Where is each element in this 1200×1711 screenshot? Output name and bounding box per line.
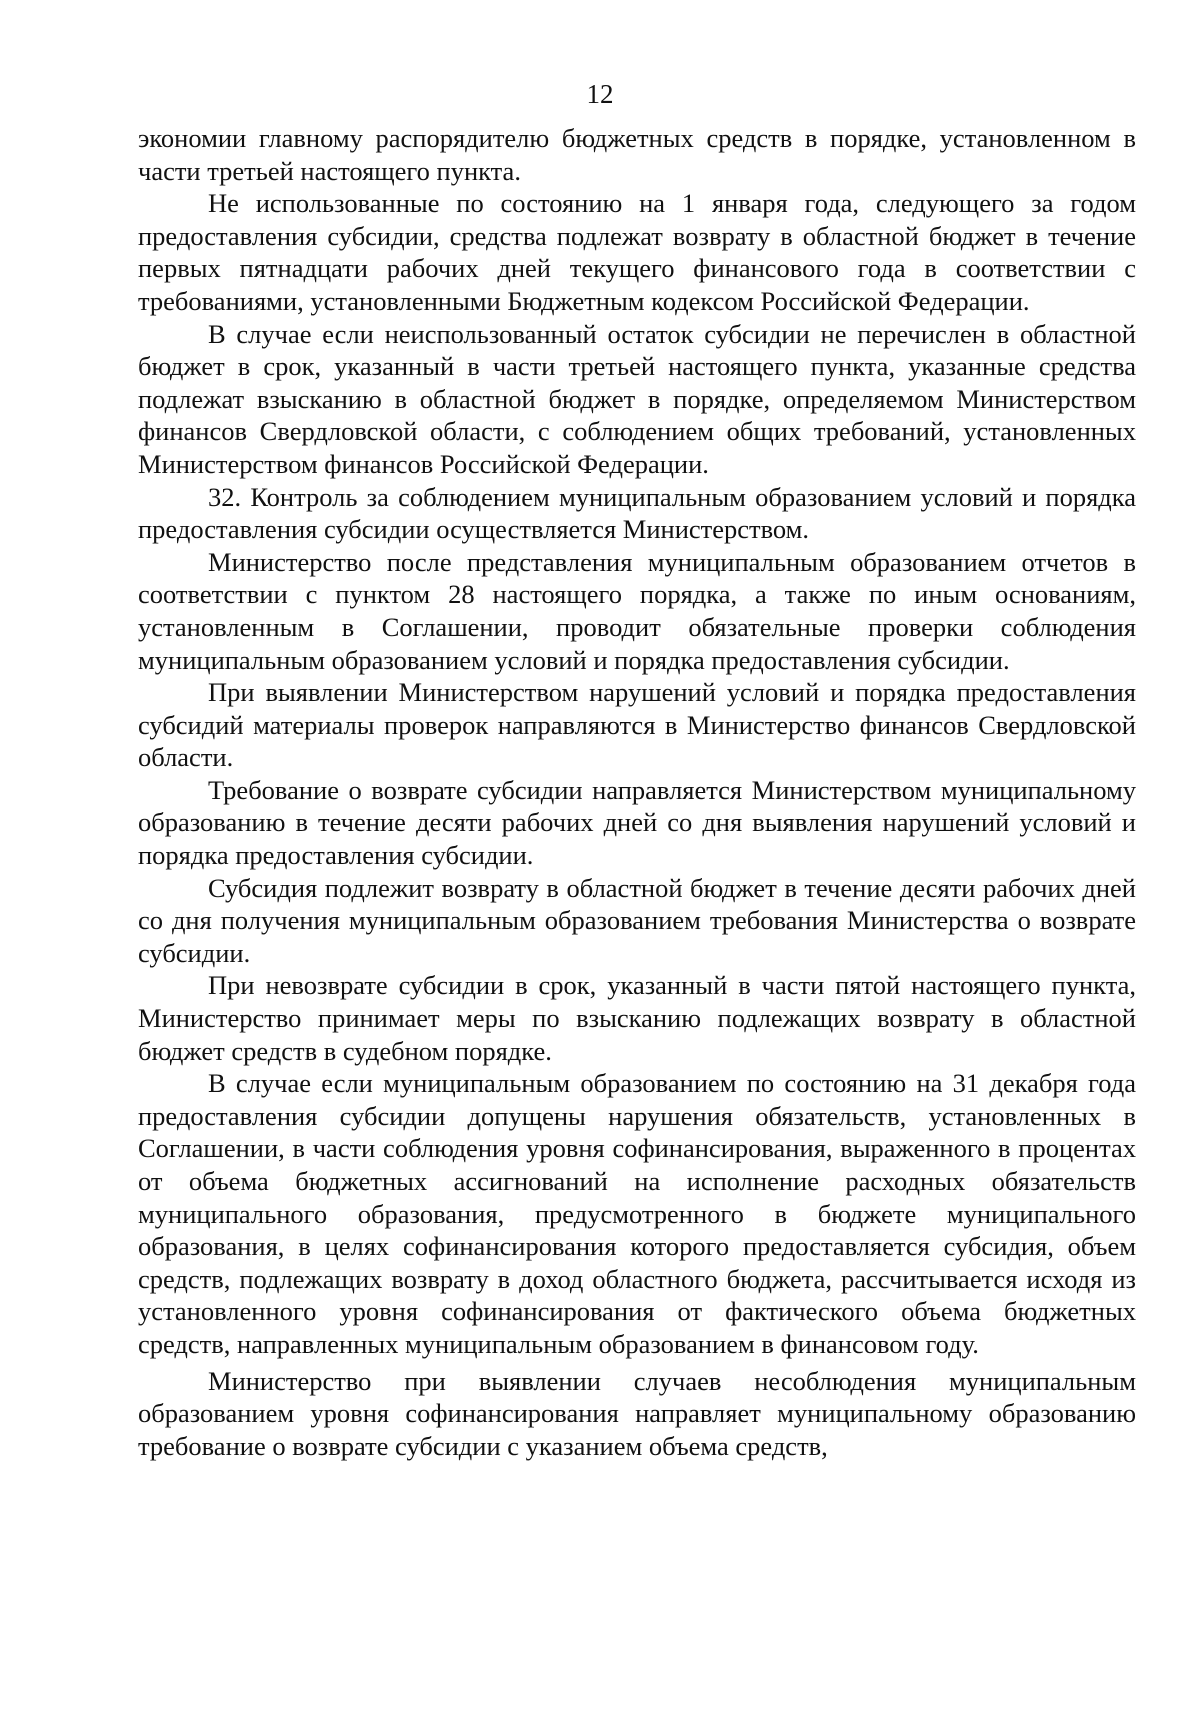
paragraph-judicial-recovery: При невозврате субсидии в срок, указанный в части пятой настоящего пункта, Министерство принимает меры по взысканию подлежащих возврату в областной бюджет средств в судебном порядке. — [138, 970, 1136, 1066]
paragraph-violation-materials: При выявлении Министерством нарушений условий и порядка предоставления субсидий материалы проверок направляются в Министерство финансов Свердловской области. — [138, 677, 1136, 773]
paragraph-clause-32-control: 32. Контроль за соблюдением муниципальным образованием условий и порядка предоставления субсидии осуществляется Министерством. — [138, 481, 1136, 545]
paragraph-return-deadline: Субсидия подлежит возврату в областной бюджет в течение десяти рабочих дней со дня получения муниципальным образованием требования Министерства о возврате субсидии. — [138, 872, 1136, 968]
paragraph-recovery-of-balance: В случае если неиспользованный остаток субсидии не перечислен в областной бюджет в срок, указанный в части третьей настоящего пункта, указанные средства подлежат взысканию в областной бюджет в порядке, определяемом Министерством финансов Свердловской области, с соблюдением общих требований, установленных Министерством финансов Российской Федерации. — [138, 318, 1136, 479]
paragraph-continuation: экономии главному распорядителю бюджетных средств в порядке, установленном в части третьей настоящего пункта. — [138, 123, 1136, 186]
page-number: 12 — [586, 79, 614, 109]
paragraph-cofinancing-requirement: Министерство при выявлении случаев несоблюдения муниципальным образованием уровня софинансирования направляет муниципальному образованию требование о возврате субсидии с указанием объема средств, — [138, 1365, 1136, 1461]
paragraph-return-requirement: Требование о возврате субсидии направляется Министерством муниципальному образованию в течение десяти рабочих дней со дня выявления нарушений условий и порядка предоставления субсидии. — [138, 774, 1136, 871]
paragraph-unused-funds-return: Не использованные по состоянию на 1 января года, следующего за годом предоставления субсидии, средства подлежат возврату в областной бюджет в течение первых пятнадцати рабочих дней текущего финансового года в соответствии с требованиями, установленными Бюджетным кодексом Российской Федерации. — [138, 188, 1136, 316]
paragraph-ministry-inspections: Министерство после представления муниципальным образованием отчетов в соответствии с пунктом 28 настоящего порядка, а также по иным основаниям, установленным в Соглашении, проводит обязательные проверки соблюдения муниципальным образованием условий и порядка предоставления субсидии. — [138, 546, 1136, 675]
paragraph-cofinancing-violation: В случае если муниципальным образованием по состоянию на 31 декабря года предоставления субсидии допущены нарушения обязательств, установленных в Соглашении, в части соблюдения уровня софинансирования, выраженного в процентах от объема бюджетных ассигнований на исполнение расходных обязательств муниципального образования, предусмотренного в бюджете муниципального образования, в целях софинансирования которого предоставляется субсидия, объем средств, подлежащих возврату в доход областного бюджета, рассчитывается исходя из установленного уровня софинансирования от фактического объема бюджетных средств, направленных муниципальным образованием в финансовом году. — [138, 1068, 1136, 1359]
document-body — [138, 122, 1136, 1462]
